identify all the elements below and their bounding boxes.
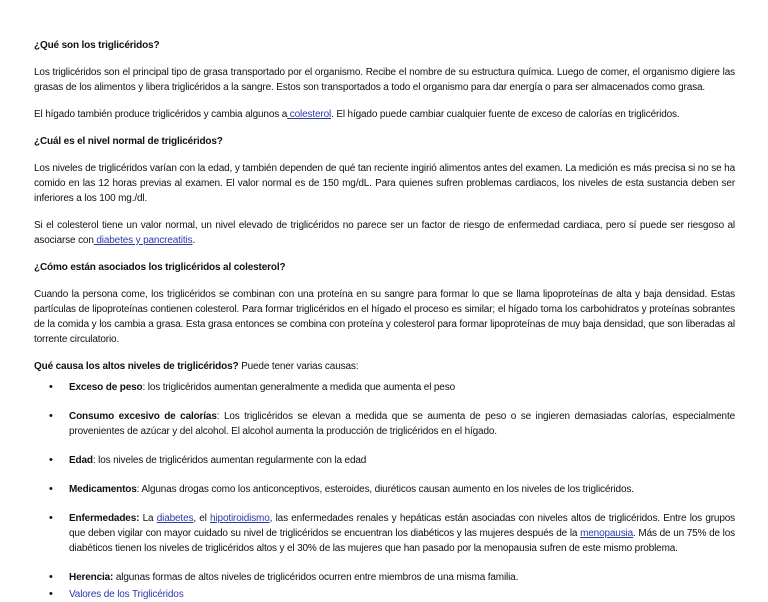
link-diabetes-pancreatitis[interactable]: diabetes y pancreatitis bbox=[93, 235, 193, 246]
list-item: • Consumo excesivo de calorías: Los triglicéridos se elevan a medida que se aumenta de peso o se ingieren demasiadas calorías, especialmente provenientes de azúcar y del alcohol. El alcohol aumenta la producción de triglicéridos en el hígado. bbox=[34, 409, 735, 439]
heading-what-are-triglycerides: ¿Qué son los triglicéridos? bbox=[34, 40, 160, 51]
paragraph-association: Cuando la persona come, los triglicéridos se combinan con una proteína en su sangre para formar lo que se llama lipoproteínas de alta y baja densidad. Estas partículas de lipoproteínas contienen colesterol. Para formar triglicéridos en el hígado el proceso es similar; el hígado toma los carbohidratos y proteínas sobrantes de la comida y los cambia a grasa. Esta grasa entonces se combina con proteína y colesterol para formar lipoproteínas de muy baja densidad, que son liberadas al torrente circulatorio. bbox=[34, 289, 735, 345]
heading-association: ¿Cómo están asociados los triglicéridos al colesterol? bbox=[34, 262, 286, 273]
causes-list bbox=[34, 380, 735, 602]
heading-normal-level: ¿Cuál es el nivel normal de triglicéridos? bbox=[34, 136, 223, 147]
list-item: • Edad: los niveles de triglicéridos aumentan regularmente con la edad bbox=[34, 453, 735, 468]
link-diabetes[interactable]: diabetes bbox=[156, 513, 194, 524]
paragraph-normal-level: Los niveles de triglicéridos varían con la edad, y también dependen de qué tan reciente ingirió alimentos antes del examen. La medición es más precisa si no se ha comido en las 12 horas previas al examen. El valor normal es de 150 mg/dL. Para quienes sufren problemas cardiacos, los niveles de esta sustancia deben ser inferiores a los 100 mg./dl. bbox=[34, 163, 735, 204]
paragraph-definition: Los triglicéridos son el principal tipo de grasa transportado por el organismo. Recibe el nombre de su estructura química. Luego de comer, el organismo digiere las grasas de los alimentos y libera triglicéridos a la sangre. Estos son transportados a todo el organismo para dar energía o para ser almacenados como grasa. bbox=[34, 67, 735, 93]
list-item: • Medicamentos: Algunas drogas como los anticonceptivos, esteroides, diuréticos causan aumento en los niveles de los triglicéridos. bbox=[34, 482, 735, 497]
link-hipotiroidismo[interactable]: hipotiroidismo bbox=[210, 513, 270, 524]
link-colesterol[interactable]: colesterol bbox=[287, 109, 332, 120]
link-menopausia[interactable]: menopausia bbox=[580, 528, 634, 539]
paragraph-risk: Si el colesterol tiene un valor normal, un nivel elevado de triglicéridos no parece ser un factor de riesgo de enfermedad cardiaca, pero sí puede ser riesgoso al asociarse con diabetes y pancreatitis. bbox=[34, 220, 735, 246]
list-item: • Exceso de peso: los triglicéridos aumentan generalmente a medida que aumenta el peso bbox=[34, 380, 735, 395]
causes-intro: Qué causa los altos niveles de triglicéridos? Puede tener varias causas: bbox=[34, 361, 359, 372]
paragraph-liver: El hígado también produce triglicéridos y cambia algunos a colesterol. El hígado puede cambiar cualquier fuente de exceso de calorías en triglicéridos. bbox=[34, 109, 680, 120]
link-valores-trigliceridos[interactable]: Valores de los Triglicéridos bbox=[69, 589, 184, 600]
list-item: • Enfermedades: La diabetes, el hipotiroidismo, las enfermedades renales y hepáticas están asociadas con niveles altos de triglicéridos. Entre los grupos que deben vigilar con mayor cuidado su nivel de triglicéridos se encuentran los diabéticos y las mujeres después de la menopausia. Más de un 75% de los diabéticos tienen los niveles de triglicéridos altos y el 30% de las mujeres que han pasado por la menopausia sufren de este mismo problema. bbox=[34, 511, 735, 556]
list-item bbox=[34, 587, 735, 602]
list-item: • Herencia: algunas formas de altos niveles de triglicéridos ocurren entre miembros de una misma familia. bbox=[34, 570, 735, 585]
